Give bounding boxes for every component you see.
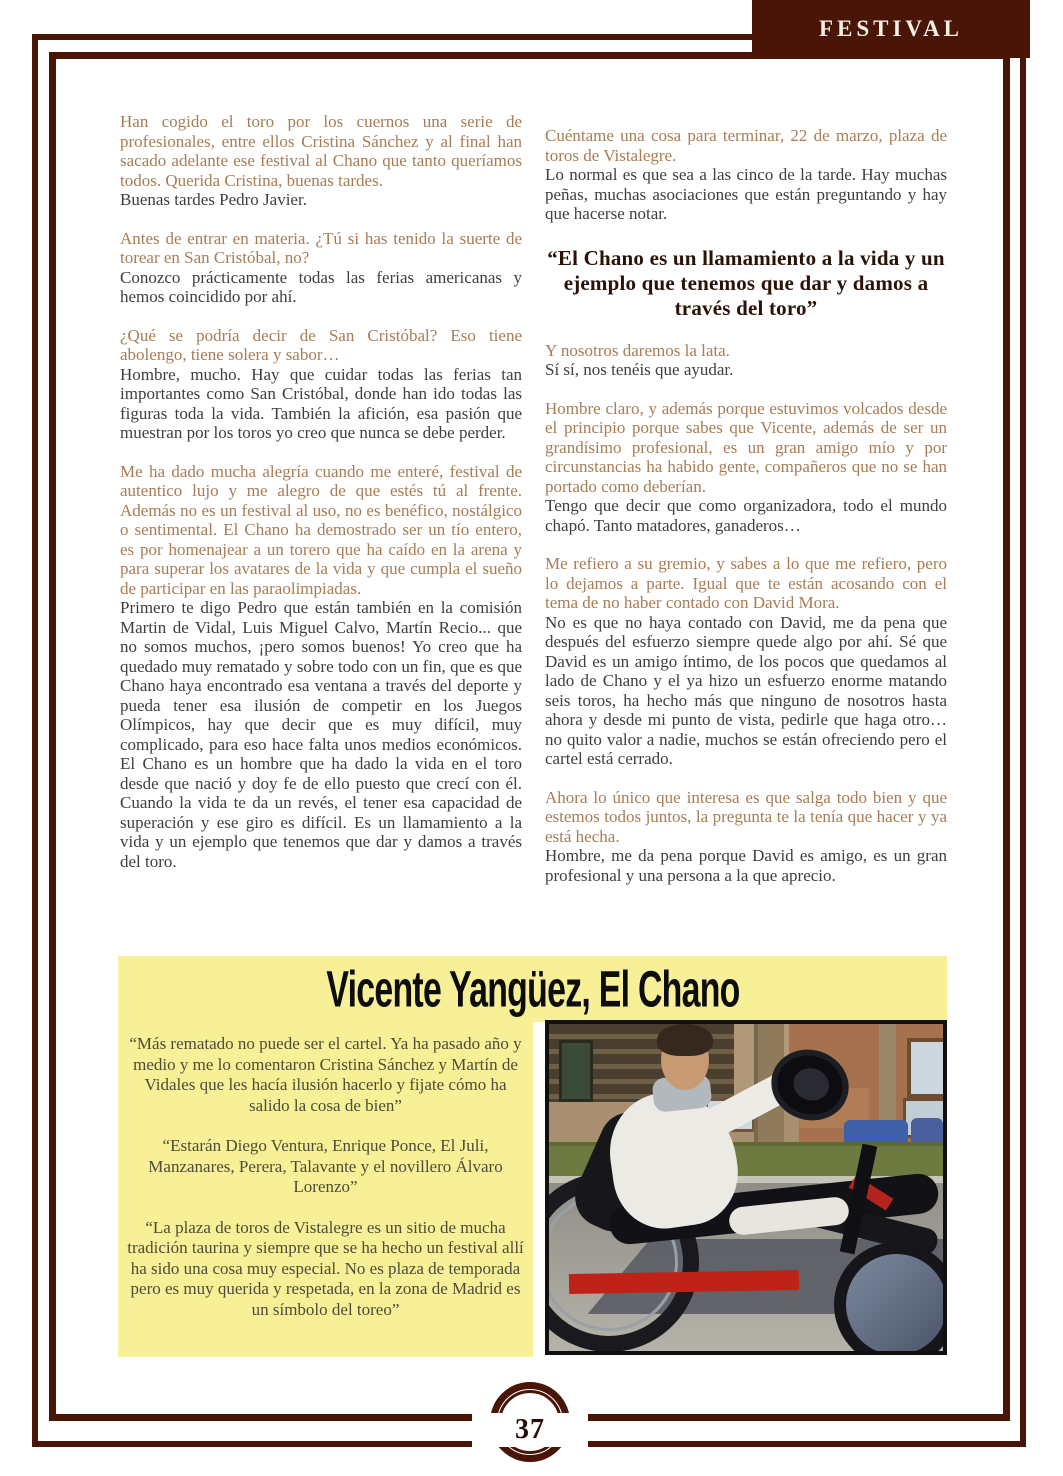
feature-quote: “Más rematado no puede ser el cartel. Ya ha pasado año y medio y me lo comentaron Cristina Sánchez y Martín de Vidales que les hacía ilusión hacerlo y fijate cómo ha salido la cosa de bien” xyxy=(129,1034,522,1115)
feature-title xyxy=(118,956,947,1020)
interview-question: Y nosotros daremos la lata. xyxy=(545,340,730,360)
feature-quote: “La plaza de toros de Vistalegre es un sitio de mucha tradición taurina y siempre que se ha hecho un festival allí ha sido una cosa muy especial. No es plaza de temporada pero es muy querida y respetada, en la zona de Madrid es un símbolo del toreo” xyxy=(127,1217,524,1319)
feature-quotes xyxy=(124,1034,527,1340)
photo-rider-hair xyxy=(657,1024,713,1056)
interview-answer: Tengo que decir que como organizadora, todo el mundo chapó. Tanto matadores, ganaderos… xyxy=(545,496,947,535)
photo-window xyxy=(907,1038,947,1098)
interview-question: Antes de entrar en materia. ¿Tú si has tenido la suerte de torear en San Cristóbal, no? xyxy=(120,228,522,267)
interview-question: ¿Qué se podría decir de San Cristóbal? Eso tiene abolengo, tiene solera y sabor… xyxy=(120,325,522,364)
interview-answer: Lo normal es que sea a las cinco de la tarde. Hay muchas peñas, muchas asociaciones que están preguntando y hay que hacerse notar. xyxy=(545,165,947,223)
interview-answer: No es que no haya contado con David, me da pena que después del esfuerzo siempre quede algo por ahí. Sé que David es un amigo íntimo, de los pocos que quedamos al lado de Chano y el ya hizo un esfuerzo enorme matando seis toros, ha hecho más que ninguno de nosotros hasta ahora y desde mi punto de vista, pedirle que haga otro… no quito valor a nadie, muchos se están ofreciendo pero el cartel está cerrado. xyxy=(545,612,947,768)
page-number: 37 xyxy=(515,1414,545,1445)
interview-column-right xyxy=(545,126,947,885)
page-badge-band xyxy=(480,1413,580,1447)
handcycle-photo xyxy=(545,1020,947,1355)
section-banner xyxy=(752,0,1030,58)
pull-quote: “El Chano es un llamamiento a la vida y un ejemplo que tenemos que dar y damos a través del toro” xyxy=(547,245,945,320)
interview-answer: Conozco prácticamente todas las ferias americanas y hemos coincidido por ahí. xyxy=(120,267,522,306)
photo-window xyxy=(559,1040,593,1102)
interview-question: Hombre claro, y además porque estuvimos volcados desde el principio porque sabes que Vicente, además de ser un grandísimo profesional, es un gran amigo mío y por circunstancias ha habido gente, compañeros que no se han portado como deberían. xyxy=(545,398,947,496)
section-banner-label: FESTIVAL xyxy=(818,16,964,41)
feature-quote: “Estarán Diego Ventura, Enrique Ponce, El Juli, Manzanares, Perera, Talavante y el novillero Álvaro Lorenzo” xyxy=(148,1136,503,1196)
interview-question: Ahora lo único que interesa es que salga todo bien y que estemos todos juntos, la pregunta te la tenía que hacer y ya está hecha. xyxy=(545,787,947,846)
interview-question: Me ha dado mucha alegría cuando me enteré, festival de autentico lujo y me alegro de que estés tú al frente. Además no es un festival al uso, no es benéfico, nostálgico o sentimental. El Chano ha demostrado ser un tío entero, es por homenajear a un torero que ha caído en la arena y para superar los avatares de la vida y que cumpla el sueño de participar en las paraolimpiadas. xyxy=(120,461,522,598)
feature-title-text: Vicente Yangüez, El Chano xyxy=(325,959,740,1017)
interview-answer: Primero te digo Pedro que están también en la comisión Martin de Vidal, Luis Miguel Calvo, Martín Recio... que no somos muchos, ¡pero somos buenos! Yo creo que ha quedado muy rematado y sobre todo con un fin, que es que Chano haya encontrado esa ventana a través del deporte y pueda tener esa ilusión de competir en los Juegos Olímpicos, hay que decir que es muy difícil, muy complicado, para eso hace falta unos medios económicos. El Chano es un hombre que ha dado la vida en el toro desde que nació y doy fe de ello puesto que crecí con él. Cuando la vida te da un revés, el tener esa capacidad de superación y ese giro es difícil. Es un llamamiento a la vida y un ejemplo que tenemos que dar y damos a través del toro. xyxy=(120,598,522,871)
interview-answer: Sí sí, nos tenéis que ayudar. xyxy=(545,360,734,379)
interview-question: Me refiero a su gremio, y sabes a lo que me refiero, pero lo dejamos a parte. Igual que te están acosando con el tema de no haber contado con David Mora. xyxy=(545,554,947,612)
interview-question: Han cogido el toro por los cuernos una serie de profesionales, entre ellos Cristina Sánchez y al final han sacado adelante ese festival al Chano que tanto queríamos todos. Querida Cristina, buenas tardes. xyxy=(120,112,522,190)
interview-answer: Hombre, mucho. Hay que cuidar todas las ferias tan importantes como San Cristóbal, donde han ido todas las figuras toda la vida. También la afición, esa pasión que muestran por los toros yo creo que nunca se debe perder. xyxy=(120,364,522,442)
interview-column-left xyxy=(120,112,522,871)
feature-box xyxy=(118,956,947,1357)
interview-answer: Hombre, me da pena porque David es amigo, es un gran profesional y una persona a la que aprecio. xyxy=(545,846,947,885)
photo-trike-red-bar xyxy=(569,1270,799,1294)
interview-answer: Buenas tardes Pedro Javier. xyxy=(120,190,307,209)
interview-question: Cuéntame una cosa para terminar, 22 de marzo, plaza de toros de Vistalegre. xyxy=(545,126,947,165)
